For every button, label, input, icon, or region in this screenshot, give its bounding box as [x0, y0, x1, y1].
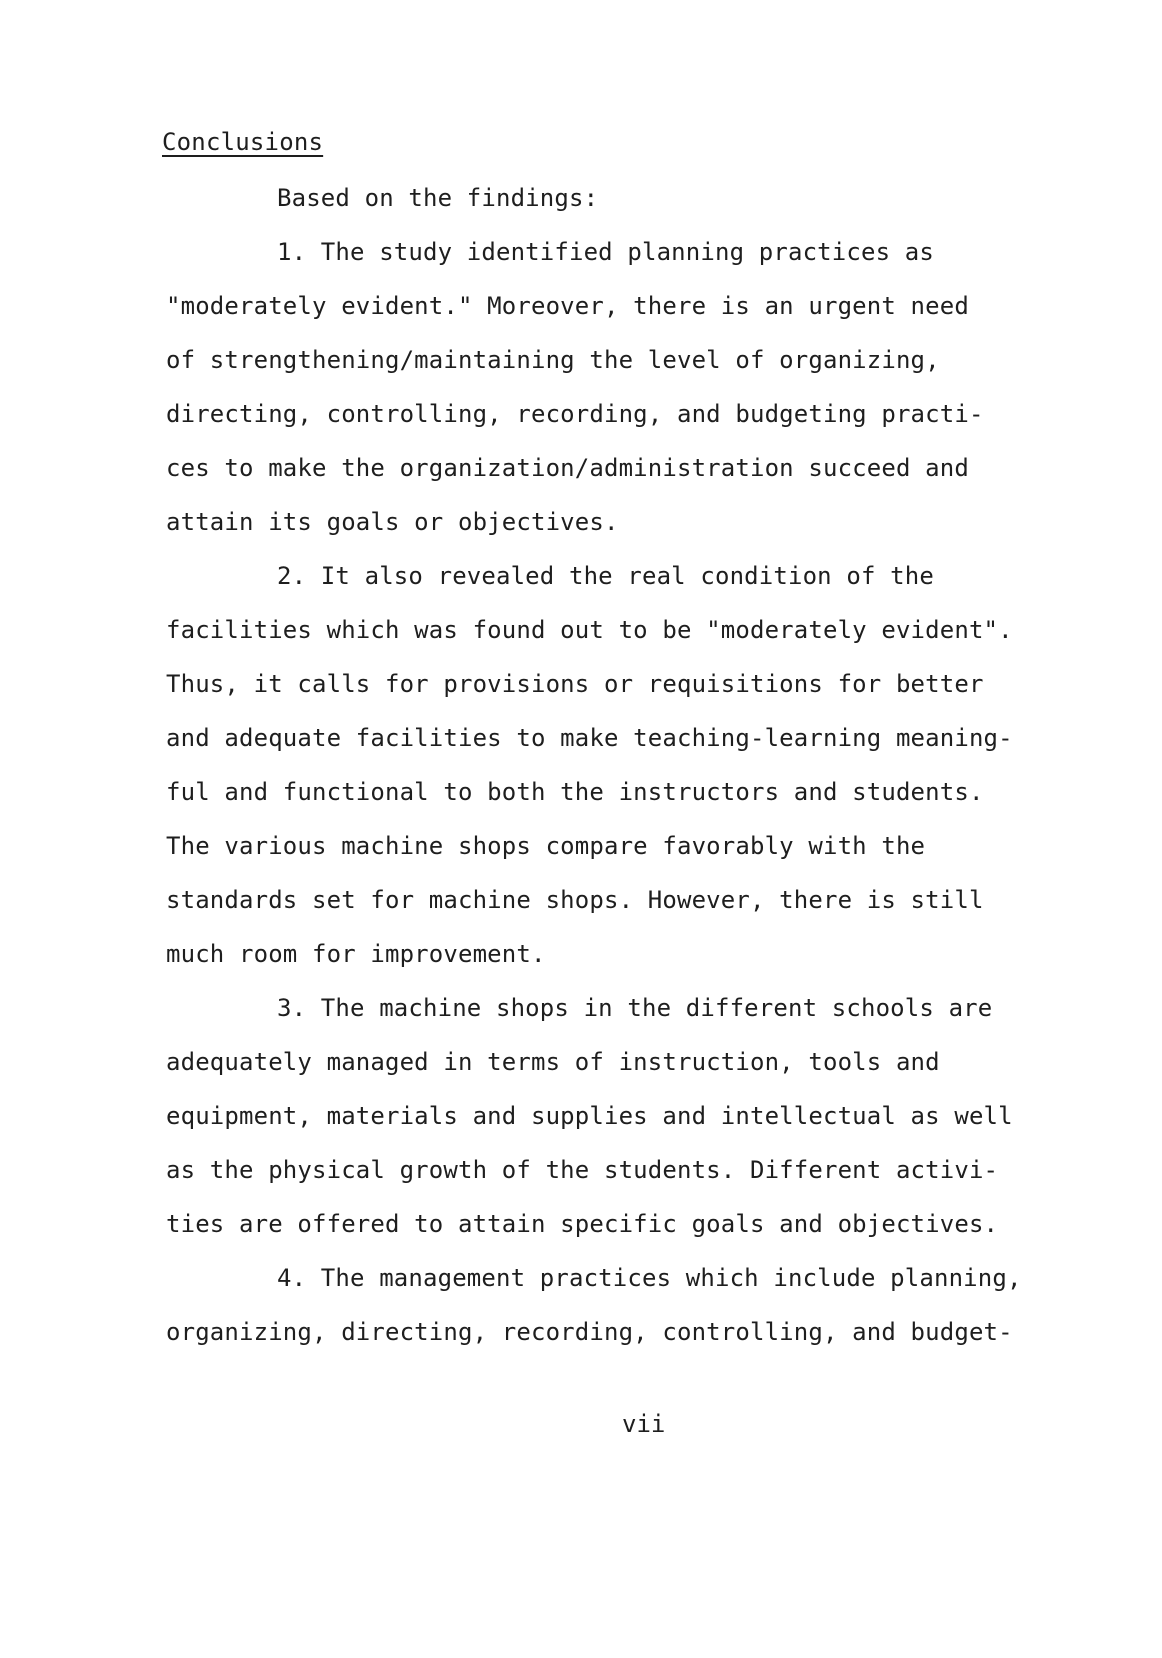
text-line: "moderately evident." Moreover, there is an urgent need — [166, 292, 969, 320]
text-line: ces to make the organization/administration succeed and — [166, 454, 969, 482]
text-line: ful and functional to both the instructors and students. — [166, 778, 984, 806]
text-line: equipment, materials and supplies and intellectual as well — [166, 1102, 1013, 1130]
text-line: Thus, it calls for provisions or requisitions for better — [166, 670, 984, 698]
text-line: of strengthening/maintaining the level of organizing, — [166, 346, 940, 374]
text-line: Based on the findings: — [277, 184, 599, 212]
text-line: 3. The machine shops in the different schools are — [277, 994, 993, 1022]
text-line: as the physical growth of the students. Different activi- — [166, 1156, 999, 1184]
text-line: The various machine shops compare favorably with the — [166, 832, 926, 860]
text-line: ties are offered to attain specific goals and objectives. — [166, 1210, 999, 1238]
section-heading: Conclusions — [162, 128, 324, 156]
text-line: organizing, directing, recording, controlling, and budget- — [166, 1318, 1013, 1346]
text-line: standards set for machine shops. However, there is still — [166, 886, 984, 914]
text-line: much room for improvement. — [166, 940, 546, 968]
text-line: facilities which was found out to be "moderately evident". — [166, 616, 1013, 644]
text-line: 1. The study identified planning practices as — [277, 238, 934, 266]
text-line: 2. It also revealed the real condition of the — [277, 562, 934, 590]
text-line: 4. The management practices which include planning, — [277, 1264, 1022, 1292]
text-line: and adequate facilities to make teaching-learning meaning- — [166, 724, 1013, 752]
page-number: vii — [622, 1410, 666, 1438]
text-line: directing, controlling, recording, and budgeting practi- — [166, 400, 984, 428]
text-line: attain its goals or objectives. — [166, 508, 619, 536]
text-line: adequately managed in terms of instruction, tools and — [166, 1048, 940, 1076]
